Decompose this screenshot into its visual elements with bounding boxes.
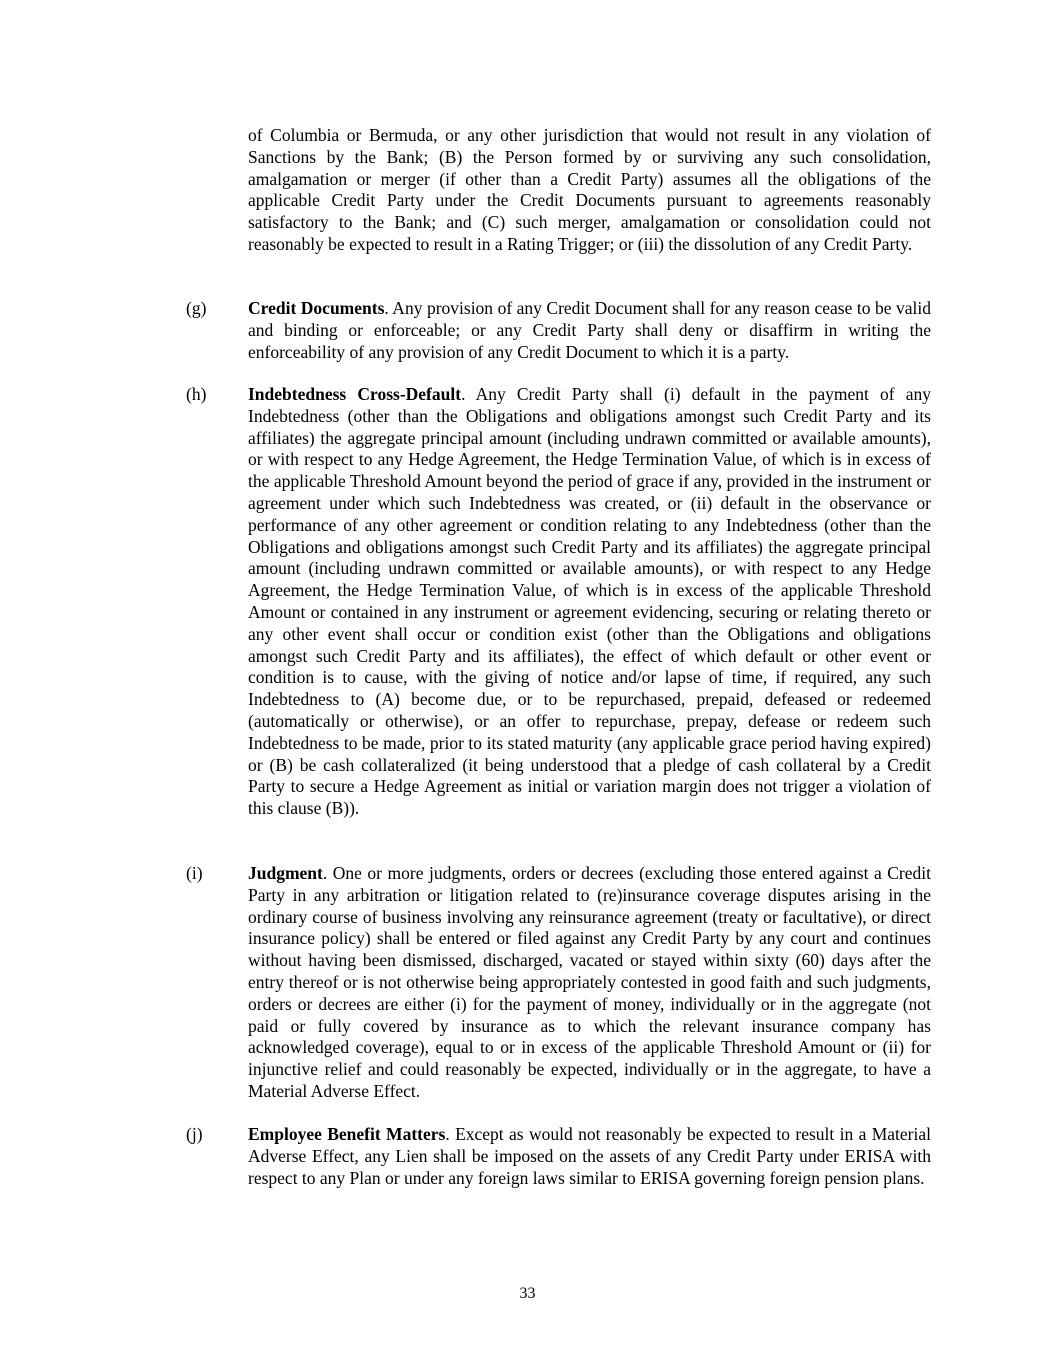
section-j-paragraph <box>248 1124 931 1189</box>
section-h-paragraph <box>248 384 931 820</box>
page-number: 33 <box>519 1285 536 1302</box>
section-i-heading: Judgment <box>248 863 323 883</box>
continuation-paragraph: of Columbia or Bermuda, or any other jurisdiction that would not result in any violation of Sanctions by the Bank; (B) the Person formed by or surviving any such consolidation, amalgamation or merger (if other than a Credit Party) assumes all the obligations of the applicable Credit Party under the Credit Documents pursuant to agreements reasonably satisfactory to the Bank; and (C) such merger, amalgamation or consolidation could not reasonably be expected to result in a Rating Trigger; or (iii) the dissolution of any Credit Party. <box>248 125 931 254</box>
section-g-heading: Credit Documents <box>248 298 385 318</box>
section-j-text: . Except as would not reasonably be expected to result in a Material Adverse Effect, any Lien shall be imposed on the assets of any Credit Party under ERISA with respect to any Plan or under any foreign laws similar to ERISA governing foreign pension plans. <box>248 1124 931 1188</box>
section-i-text: . One or more judgments, orders or decrees (excluding those entered against a Credit Party in any arbitration or litigation related to (re)insurance coverage disputes arising in the ordinary course of business involving any reinsurance agreement (treaty or facultative), or direct insurance policy) shall be entered or filed against any Credit Party by any court and continues without having been dismissed, discharged, vacated or stayed within sixty (60) days after the entry thereof or is not otherwise being appropriately contested in good faith and such judgments, orders or decrees are either (i) for the payment of money, individually or in the aggregate (not paid or fully covered by insurance as to which the relevant insurance company has acknowledged coverage), equal to or in excess of the applicable Threshold Amount or (ii) for injunctive relief and could reasonably be expected, individually or in the aggregate, to have a Material Adverse Effect. <box>248 863 931 1101</box>
section-h-text: . Any Credit Party shall (i) default in the payment of any Indebtedness (other than the Obligations and obligations amongst such Credit Party and its affiliates) the aggregate principal amount (including undrawn committed or available amounts), or with respect to any Hedge Agreement, the Hedge Termination Value, of which is in excess of the applicable Threshold Amount beyond the period of grace if any, provided in the instrument or agreement under which such Indebtedness was created, or (ii) default in the observance or performance of any other agreement or condition relating to any Indebtedness (other than the Obligations and obligations amongst such Credit Party and its affiliates) the aggregate principal amount (including undrawn committed or available amounts), or with respect to any Hedge Agreement, the Hedge Termination Value, of which is in excess of the applicable Threshold Amount or contained in any instrument or agreement evidencing, securing or relating thereto or any other event shall occur or condition exist (other than the Obligations and obligations amongst such Credit Party and its affiliates), the effect of which default or other event or condition is to cause, with the giving of notice and/or lapse of time, if required, any such Indebtedness to (A) become due, or to be repurchased, prepaid, defeased or redeemed (automatically or otherwise), or an offer to repurchase, prepay, defease or redeem such Indebtedness to be made, prior to its stated maturity (any applicable grace period having expired) or (B) be cash collateralized (it being understood that a pledge of cash collateral by a Credit Party to secure a Hedge Agreement as initial or variation margin does not trigger a violation of this clause (B)). <box>248 384 932 819</box>
section-h-heading: Indebtedness Cross-Default <box>248 384 462 404</box>
section-g-label: (g) <box>186 298 207 318</box>
section-g-text: . Any provision of any Credit Document shall for any reason cease to be valid and binding or enforceable; or any Credit Party shall deny or disaffirm in writing the enforceability of any provision of any Credit Document to which it is a party. <box>248 298 931 362</box>
section-j-heading: Employee Benefit Matters <box>248 1124 446 1144</box>
section-i-label: (i) <box>186 863 203 883</box>
section-i-paragraph <box>248 863 931 1103</box>
section-h-label: (h) <box>186 384 207 404</box>
section-j-label: (j) <box>186 1124 203 1144</box>
section-g-paragraph <box>248 298 931 363</box>
